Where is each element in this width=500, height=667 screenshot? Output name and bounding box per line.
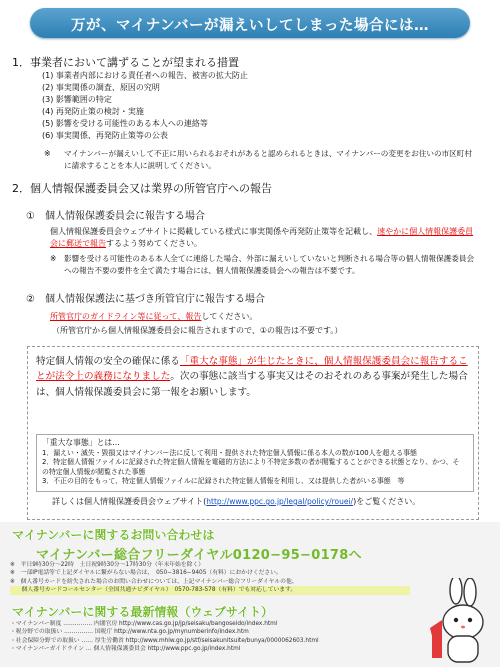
box-red-text: 「重大な事態」が生じたときに、個人情報保護委員会に報告することが法令上の義務になりました <box>36 356 468 383</box>
sub1-note: 影響を受ける可能性のある本人全てに連絡した場合、外部に漏えいしていないと判断される場合等の個人情報保護委員会への報告不要の要件を全て満たす場合には、個人情報保護委員会への報告は不要です。 <box>64 254 475 275</box>
free-dial-number: マイナンバー総合フリーダイヤル0120−95−0178へ <box>36 548 362 563</box>
section1-note: マイナンバーが漏えいして不正に用いられるおそれがあると認められるときは、マイナンバーの変更をお住いの市区町村に請求することを本人に説明してください。 <box>64 149 472 170</box>
list-item: 1．漏えい・滅失・毀損又はマイナンバー法に反して利用・提供された特定個人情報に係る本人の数が100人を超える事態 <box>42 449 417 457</box>
latest-link[interactable]: ・社会保障分野での取扱い …… 厚生労働省 http://www.mhlw.go.jp/stf/seisakunitsuite/bunya/0000062603.html <box>10 637 319 644</box>
sub2-red-text: 所管官庁のガイドライン等に従って、報告 <box>50 312 202 321</box>
contact-note: 個人番号カードコールセンター（全国共通ナビダイヤル） 0570-783-578（有料）でも対応しています。 <box>10 586 410 594</box>
sub2-text-b: してください。 <box>201 312 258 321</box>
contact-note: ※ 一部IP電話等で上記ダイヤルに繋がらない場合は、 050−3816−9405（有料）におかけください。 <box>10 570 282 577</box>
definition-list <box>42 449 466 486</box>
contact-notes <box>10 561 410 595</box>
serious-event-text <box>36 354 468 400</box>
list-item: (6) 事実関係、再発防止策等の公表 <box>42 131 168 140</box>
latest-heading: マイナンバーに関する最新情報（ウェブサイト） <box>12 605 274 619</box>
box-text-a: 特定個人情報の安全の確保に係る <box>36 356 180 367</box>
list-item: (4) 再発防止策の検討・実施 <box>42 107 144 116</box>
latest-link[interactable]: ・マイナンバーガイドライン … 個人情報保護委員会 http://www.ppc.go.jp/index.html <box>10 646 241 653</box>
sub1-text <box>50 226 476 250</box>
list-item: (5) 影響を受ける可能性のある本人への連絡等 <box>42 119 208 128</box>
footer-text-a: 詳しくは個人情報保護委員会ウェブサイト( <box>52 497 207 506</box>
sub1-heading: ① 個人情報保護委員会に報告する場合 <box>26 211 205 222</box>
page-title: 万が、マイナンバーが漏えいしてしまった場合には… <box>71 18 429 34</box>
latest-link[interactable]: ・マイナンバー制度 …………… 内閣官房 http://www.cas.go.jp/jp/seisaku/bangoseido/index.html <box>10 621 278 627</box>
sub2-heading: ② 個人情報保護法に基づき所管官庁に報告する場合 <box>26 294 265 305</box>
list-item: (3) 影響範囲の特定 <box>42 95 112 104</box>
contact-heading: マイナンバーに関するお問い合わせは <box>12 528 215 542</box>
box-footer <box>52 496 472 507</box>
latest-links <box>10 620 410 654</box>
list-item: 3．不正の目的をもって、特定個人情報ファイルに記録された特定個人情報を利用し、又は提供した者がいる事態 等 <box>42 476 405 485</box>
section2-heading: 2．個人情報保護委員会又は業界の所管官庁への報告 <box>12 182 272 195</box>
footer-text-b: )をご覧ください。 <box>353 497 421 506</box>
latest-link[interactable]: ・税分野での取扱い …………… 国税庁 http://www.nta.go.jp/mynumberinfo/index.htm <box>10 629 249 636</box>
list-item: (1) 事業者内部における責任者への報告、被害の拡大防止 <box>42 71 248 80</box>
title-banner <box>30 8 470 38</box>
sub2-text <box>50 311 476 323</box>
sub1-red-text: 速やかに個人情報保護委員会に郵送で報告 <box>50 227 474 248</box>
box-text-b: 。次の事態に該当する事実又はそのおそれのある事案が発生した場合は、個人情報保護委員会に第一報をお願いします。 <box>36 371 468 398</box>
contact-note: ※ 個人番号カードを紛失された場合のお問い合わせについては、上記マイナンバー総合フリーダイヤルの他、 <box>10 578 298 585</box>
mascot-rabbit-icon <box>410 578 490 667</box>
measures-list <box>42 70 462 142</box>
definition-title: 「重大な事態」とは… <box>42 438 120 447</box>
sub1-text-a: 個人情報保護委員会ウェブサイトに掲載している様式に事実関係や再発防止策等を記載し、 <box>50 227 378 236</box>
ppc-link[interactable]: http://www.ppc.go.jp/legal/policy/rouei/ <box>206 497 354 506</box>
note-mark: ※ <box>44 149 51 158</box>
section1-heading: 1．事業者において講ずることが望まれる措置 <box>12 56 239 69</box>
list-item: 2．特定個人情報ファイルに記録された特定個人情報を電磁的方法により不特定多数の者が閲覧することができる状態となり、かつ、その特定個人情報が閲覧された事態 <box>42 458 460 476</box>
contact-note: ※ 平日9時30分〜22時 土日祝9時30分〜17時30分（年末年始を除く） <box>10 562 205 568</box>
note-mark: ※ <box>50 254 57 263</box>
sub2-note: （所管官庁から個人情報保護委員会に報告されますので、①の報告は不要です。） <box>52 326 343 335</box>
list-item: (2) 事実関係の調査、原因の究明 <box>42 83 160 92</box>
sub1-text-b: するよう努めてください。 <box>106 239 202 248</box>
